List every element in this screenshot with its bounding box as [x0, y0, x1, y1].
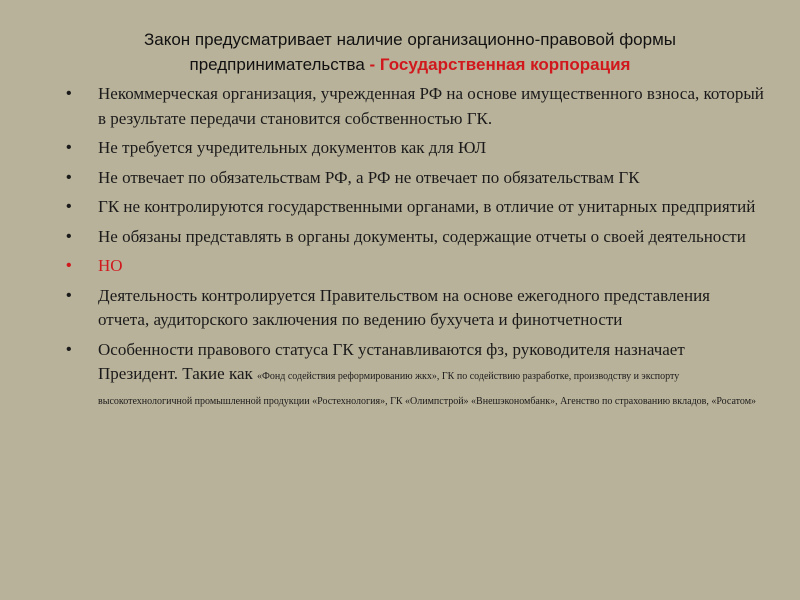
bullet-item	[64, 82, 764, 131]
slide-title	[60, 27, 760, 77]
bullet-icon: •	[66, 198, 72, 215]
bullet-icon: •	[66, 257, 72, 274]
bullet-icon: •	[66, 85, 72, 102]
bullet-icon: •	[66, 227, 72, 245]
bullet-main-text: Особенности правового статуса ГК устанавливаются фз, руководителя назначает Президент. Такие как	[98, 339, 685, 383]
bullet-text: НО	[98, 256, 123, 275]
bullet-text: Не обязаны представлять в органы документы, содержащие отчеты о своей деятельности	[98, 226, 746, 246]
title-line-1: Закон предусматривает наличие организационно-правовой формы	[143, 30, 676, 49]
bullet-item	[64, 338, 764, 412]
bullet-text: Некоммерческая организация, учрежденная РФ на основе имущественного взноса, который в результате передачи становится собственностью ГК.	[98, 84, 764, 128]
bullet-text: Деятельность контролируется Правительством на основе ежегодного представления отчета, аудиторского заключения по ведению бухучета и финотчетности	[98, 285, 710, 329]
bullet-item	[64, 166, 764, 191]
bullet-item	[64, 195, 764, 220]
title-accent: - Государственная корпорация	[364, 55, 631, 74]
bullet-item	[64, 284, 764, 333]
title-prefix: предпринимательства	[189, 55, 365, 74]
bullet-text	[98, 340, 756, 408]
bullet-text: Не требуется учредительных документов как для ЮЛ	[98, 138, 487, 157]
bullet-text: ГК не контролируются государственными органами, в отличие от унитарных предприятий	[98, 197, 756, 216]
title-line-2	[60, 52, 760, 77]
bullet-list	[64, 82, 764, 416]
bullet-item-highlight	[64, 254, 764, 279]
bullet-icon: •	[66, 286, 72, 304]
bullet-text: Не отвечает по обязательствам РФ, а РФ не отвечает по обязательствам ГК	[98, 167, 640, 187]
bullet-icon: •	[66, 340, 72, 358]
bullet-item	[64, 225, 764, 250]
bullet-small-text: «Фонд содействия реформированию жкх», ГК по содействию разработке, производству и экспорту высокотехнологичной промышленной продукции «Ростехнология», ГК «Олимпстрой» «Внешэкономбанк», Агенство по страхованию вкладов, «Росатом»	[98, 371, 757, 407]
bullet-icon: •	[66, 139, 72, 156]
bullet-icon: •	[66, 168, 72, 186]
bullet-item	[64, 136, 764, 161]
